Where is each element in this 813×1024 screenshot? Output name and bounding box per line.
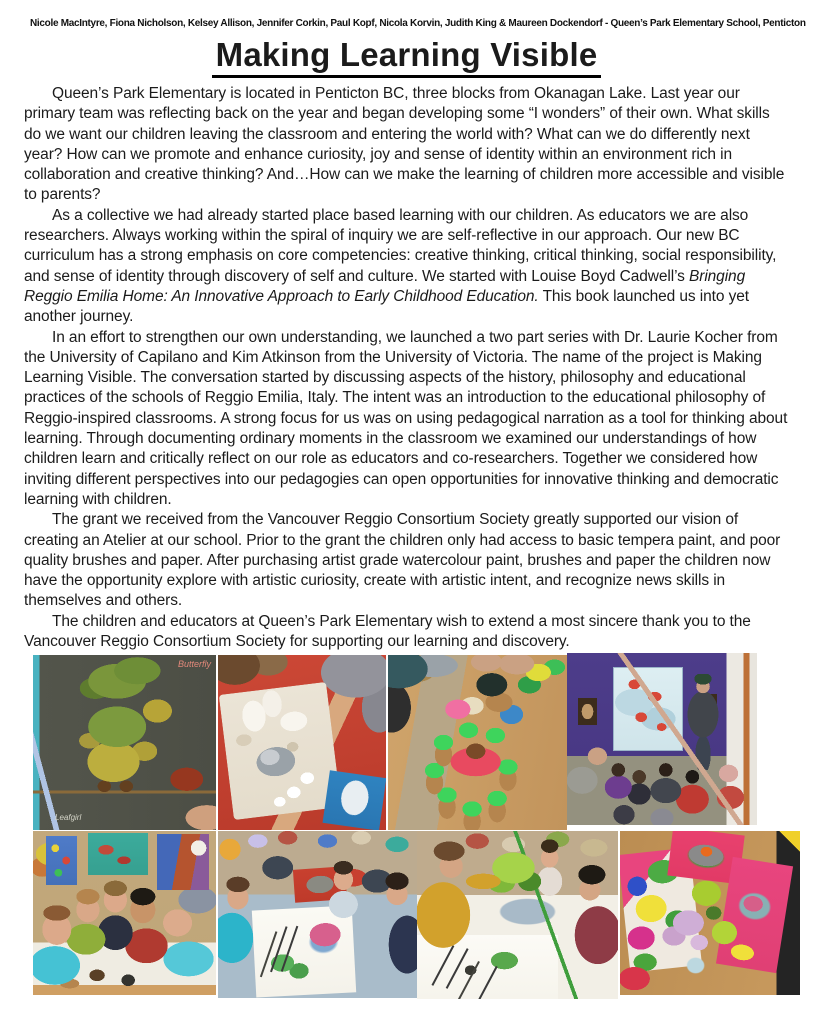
paragraph-run: The children and educators at Queen’s Park Elementary wish to extend a most sincere thank you to the Vancouver Reggio Consortium Society for supporting our learning and discovery. <box>24 612 751 651</box>
paragraph <box>24 84 789 206</box>
seated-children-shape <box>567 653 757 825</box>
article-body <box>24 84 789 652</box>
photo-flower-art-closeup <box>620 831 800 995</box>
blue-paper-shape <box>322 770 386 830</box>
photo-clay-table <box>388 655 567 830</box>
photo-painting-table <box>218 831 417 998</box>
children-flowers-shape <box>417 831 618 999</box>
paragraph-run: As a collective we had already started place based learning with our children. As educators we are also researchers. Always working within the spiral of inquiry we are self-reflective in our approach. Our new BC curriculum has a strong emphasis on core competencies: creative thinking, critical thinking, social responsibility, and sense of identity through discovery of self and culture. We started with Louise Boyd Cadwell’s <box>24 206 777 285</box>
paragraph <box>24 612 789 653</box>
handwritten-label-leafgirl: Leafgirl <box>55 813 82 822</box>
photo-leaf-art <box>33 655 216 830</box>
paragraph-run: This book launched us into yet another journey. <box>24 287 749 326</box>
paragraph-run: In an effort to strengthen our own understanding, we launched a two part series with Dr. Laurie Kocher from the University of Capilano and Kim Atkinson from the University of Victoria. The name of the project is Making Learning Visible. The conversation started by discussing aspects of the history, philosophy and educational practices of the schools of Reggio Emilia, Italy. The intent was an introduction to the educational philosophy of Reggio-inspired classrooms. A strong focus for us was on using pedagogical narration as a tool for thinking about learning. Through documenting ordinary moments in the classroom we examined our understandings of how children learn and critically reflect on our role as educators and co-researchers. Together we considered how inviting different perspectives into our pedagogies can open opportunities for innovative thinking and democratic learning with children. <box>24 328 788 508</box>
page-title: Making Learning Visible <box>212 36 602 78</box>
authors-line: Nicole MacIntyre, Fiona Nicholson, Kelsey Allison, Jennifer Corkin, Paul Kopf, Nicola Korvin, Judith King & Maureen Dockendorf - Queen’s Park Elementary School, Penticton <box>30 18 806 29</box>
photo-gallery-visit <box>567 653 757 825</box>
paragraph-run: Queen’s Park Elementary is located in Penticton BC, three blocks from Okanagan Lake. Last year our primary team was reflecting back on the year and began developing some “I wonders” of their own. What skills do we want our children leaving the classroom and entering the world with? What can we do differently next year? How can we promote and enhance curiosity, joy and sense of identity within an environment rich in collaboration and creative thinking? And…How can we make the learning of children more accessible and visible to parents? <box>24 85 785 204</box>
sculpture-base-shape <box>219 682 341 820</box>
children-painting-shape <box>218 831 417 998</box>
paragraph <box>24 328 789 511</box>
paragraph <box>24 206 789 328</box>
photo-collage <box>0 653 813 1003</box>
paragraph <box>24 510 789 611</box>
photo-classroom-group <box>33 831 216 995</box>
children-group-shape <box>33 831 216 995</box>
photo-marshmallow-sculpture <box>218 655 386 830</box>
real-flowers-shape <box>620 831 800 995</box>
photo-flower-study <box>417 831 618 999</box>
handwritten-label-butterfly: Butterfly <box>177 659 211 669</box>
title-block <box>0 36 813 78</box>
paragraph-run: The grant we received from the Vancouver Reggio Consortium Society greatly supported our vision of creating an Atelier at our school. Prior to the grant the children only had access to basic tempera paint, and poor quality brushes and paper. After purchasing artist grade watercolour paint, brushes and paper the children now have the opportunity explore with artistic curiosity, create with artistic intent, and recognize news skills in themselves and others. <box>24 511 781 610</box>
book-title-italic: Bringing Reggio Emilia Home: An Innovative Approach to Early Childhood Education. <box>24 267 746 305</box>
